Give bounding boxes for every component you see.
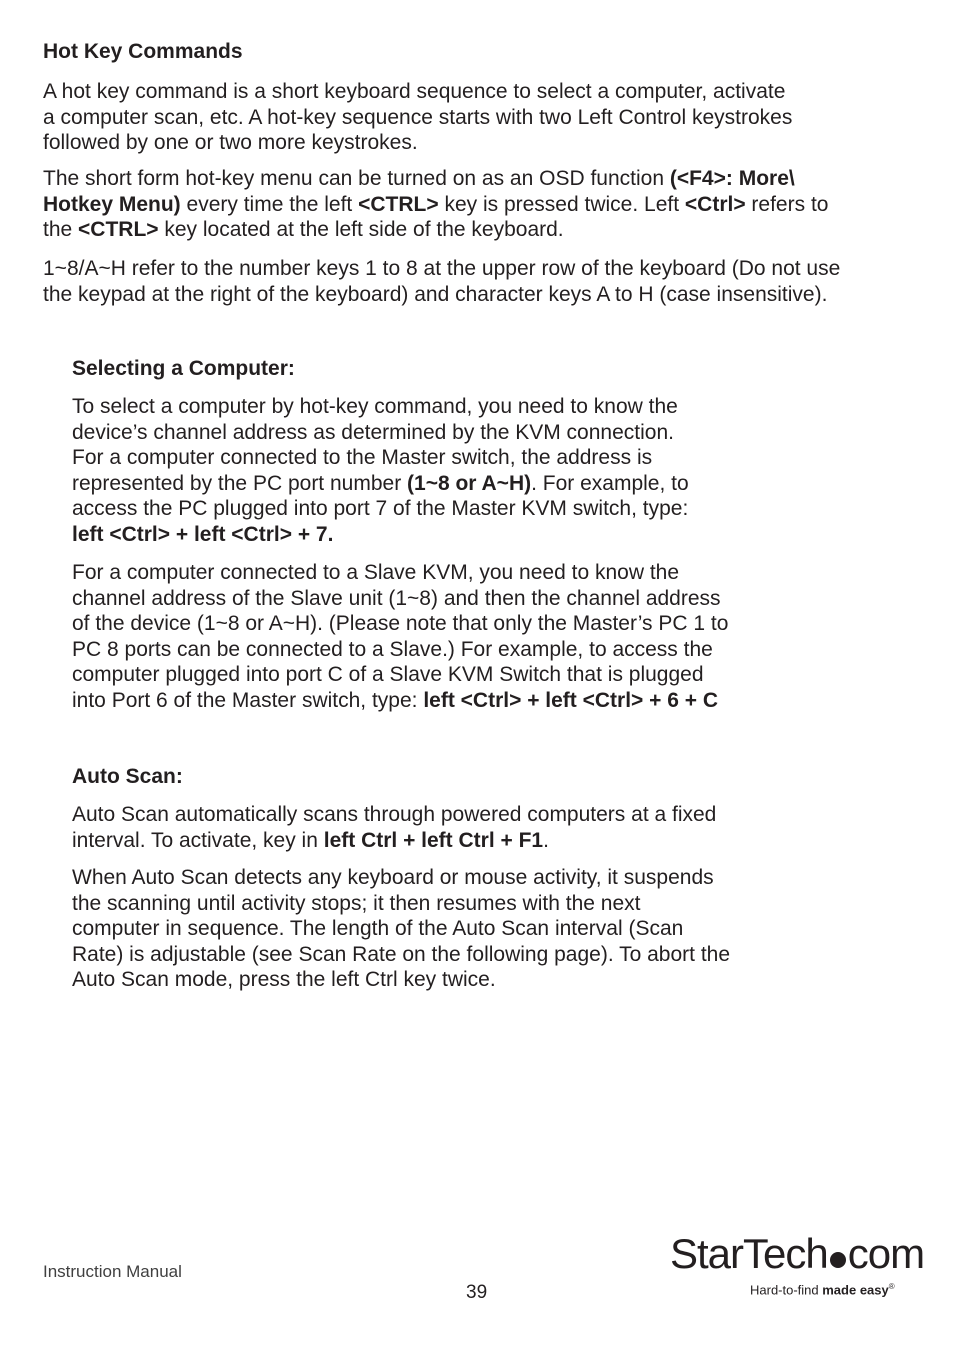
selecting-paragraph-1 <box>72 394 689 548</box>
text-line <box>43 192 828 218</box>
text-line: For a computer connected to a Slave KVM, you need to know the <box>72 561 680 584</box>
bold-text: left <Ctrl> + left <Ctrl> + 7. <box>72 522 334 546</box>
bold-text: left <Ctrl> + left <Ctrl> + 6 + C <box>423 688 719 712</box>
text-line: the scanning until activity stops; it then resumes with the next <box>72 891 641 915</box>
text-line: Auto Scan automatically scans through powered computers at a fixed <box>72 803 717 826</box>
bold-text: <Ctrl> <box>684 192 746 216</box>
selecting-paragraph-2 <box>72 560 728 714</box>
text-run: refers to <box>745 192 829 216</box>
text-run: into Port 6 of the Master switch, type: <box>72 688 424 712</box>
text-line: To select a computer by hot-key command, you need to know the <box>72 395 678 418</box>
bold-text: Hotkey Menu) <box>43 192 181 216</box>
text-line: 1~8/A~H refer to the number keys 1 to 8 at the upper row of the keyboard (Do not use <box>43 257 841 280</box>
text-line: a computer scan, etc. A hot-key sequence starts with two Left Control keystrokes <box>43 105 793 129</box>
text-run: . For example, to <box>531 471 689 495</box>
text-run: The short form hot-key menu can be turned on as an OSD function <box>43 167 670 190</box>
text-line: PC 8 ports can be connected to a Slave.) For example, to access the <box>72 637 713 661</box>
logo-tagline <box>750 1282 895 1297</box>
section-title-hot-key-commands: Hot Key Commands <box>43 40 243 63</box>
text-line: followed by one or two more keystrokes. <box>43 131 418 155</box>
text-run: key is pressed twice. Left <box>438 192 685 216</box>
text-line <box>72 522 689 548</box>
registered-mark: ® <box>888 1282 895 1291</box>
logo-text-part: StarTech <box>670 1230 828 1277</box>
logo-dot-icon <box>829 1232 847 1268</box>
autoscan-paragraph-2 <box>72 865 730 993</box>
bold-text: <CTRL> <box>78 218 159 242</box>
text-line: access the PC plugged into port 7 of the Master KVM switch, type: <box>72 497 689 521</box>
text-run: represented by the PC port number <box>72 471 408 495</box>
footer-manual-label: Instruction Manual <box>43 1262 182 1281</box>
text-run: . <box>543 828 549 852</box>
logo-text-part: com <box>847 1230 925 1277</box>
text-run: every time the left <box>180 192 359 216</box>
subsection-title-selecting: Selecting a Computer: <box>72 357 295 380</box>
text-line: computer plugged into port C of a Slave KVM Switch that is plugged <box>72 663 704 687</box>
logo-wordmark <box>670 1230 924 1278</box>
text-line: the keypad at the right of the keyboard) and character keys A to H (case insensitive). <box>43 282 828 306</box>
text-run: the <box>43 218 79 242</box>
text-line <box>43 217 828 243</box>
shortform-paragraph <box>43 166 828 243</box>
autoscan-paragraph-1 <box>72 802 716 853</box>
text-line: device’s channel address as determined by the KVM connection. <box>72 420 674 444</box>
bold-text: (1~8 or A~H) <box>407 471 532 495</box>
startech-logo <box>670 1230 925 1302</box>
subsection-title-auto-scan: Auto Scan: <box>72 765 183 788</box>
keys-paragraph <box>43 256 840 307</box>
bold-text: left Ctrl + left Ctrl + F1 <box>323 828 544 852</box>
bold-text: (<F4>: More\ <box>669 167 795 190</box>
text-line <box>72 688 728 714</box>
intro-paragraph <box>43 79 792 156</box>
text-line <box>72 471 689 497</box>
bold-text: <CTRL> <box>358 192 439 216</box>
text-line: For a computer connected to the Master switch, the address is <box>72 446 653 470</box>
text-line: of the device (1~8 or A~H). (Please note that only the Master’s PC 1 to <box>72 612 729 636</box>
text-run: interval. To activate, key in <box>72 828 324 852</box>
text-line: A hot key command is a short keyboard sequence to select a computer, activate <box>43 80 786 103</box>
text-run: key located at the left side of the keyboard. <box>158 218 564 242</box>
text-line: Auto Scan mode, press the left Ctrl key twice. <box>72 968 496 992</box>
text-line <box>72 828 716 854</box>
text-line: computer in sequence. The length of the Auto Scan interval (Scan <box>72 917 684 941</box>
text-line: When Auto Scan detects any keyboard or mouse activity, it suspends <box>72 866 714 889</box>
text-line <box>43 166 828 192</box>
page-number: 39 <box>466 1282 488 1303</box>
text-line: channel address of the Slave unit (1~8) and then the channel address <box>72 586 721 610</box>
text-line: Rate) is adjustable (see Scan Rate on the following page). To abort the <box>72 942 731 966</box>
tagline-bold-text: made easy <box>822 1282 889 1298</box>
tagline-text: Hard-to-find <box>750 1282 823 1298</box>
